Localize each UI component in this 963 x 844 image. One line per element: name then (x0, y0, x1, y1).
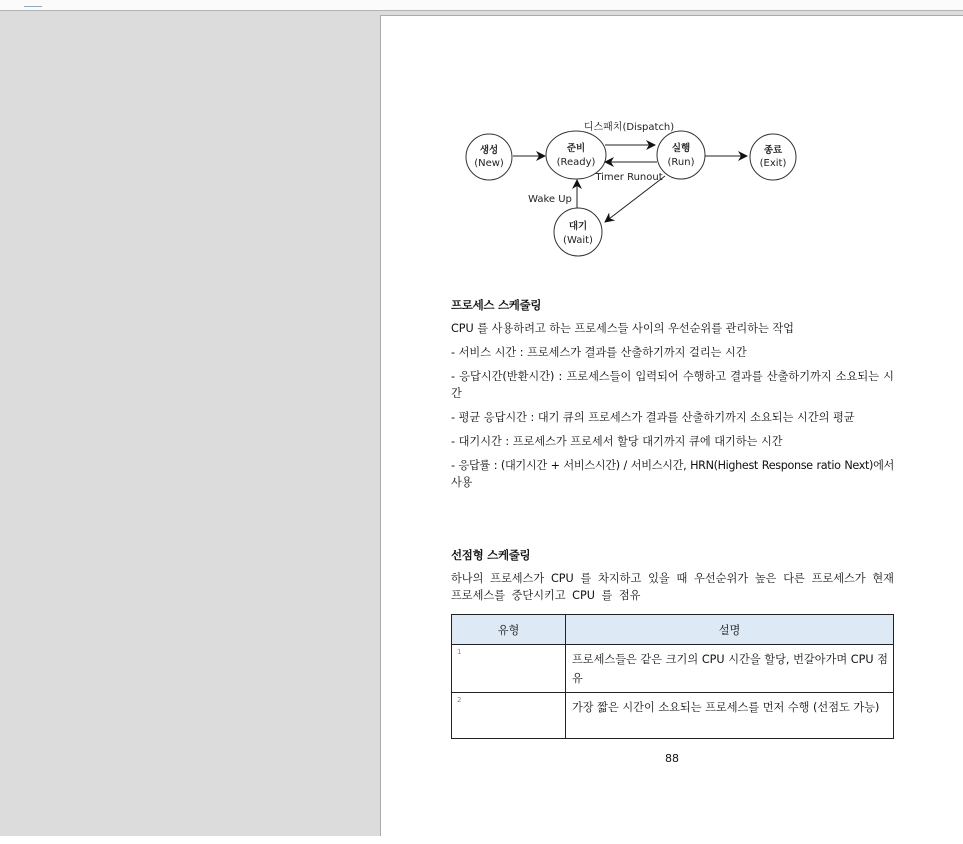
table-row (452, 693, 894, 739)
list-item: - 대기시간 : 프로세스가 프로세서 할당 대기까지 큐에 대기하는 시간 (451, 435, 783, 448)
scheduling-types-table (451, 614, 894, 739)
node-wait-en: (Wait) (563, 235, 593, 246)
label-dispatch: 디스패치(Dispatch) (583, 122, 675, 133)
node-exit (750, 134, 796, 180)
list-item: - 응답률 : (대기시간 + 서비스시간) / 서비스시간, HRN(Highest Response ratio Next)에서 사용 (451, 459, 894, 489)
section-title: 선점형 스케줄링 (451, 548, 531, 562)
table-header-row (452, 615, 894, 645)
section-intro: CPU 를 사용하려고 하는 프로세스들 사이의 우선순위를 관리하는 작업 (451, 322, 794, 335)
column-header-type: 유형 (452, 615, 566, 645)
node-wait (554, 208, 602, 256)
node-new-en: (New) (474, 158, 504, 169)
viewer-toolbar (0, 0, 963, 11)
node-run-ko: 실행 (671, 143, 691, 154)
column-header-description: 설명 (566, 615, 894, 645)
node-wait-ko: 대기 (568, 221, 588, 232)
label-wake-up: Wake Up (528, 194, 572, 205)
section-intro: 하나의 프로세스가 CPU 를 차지하고 있을 때 우선순위가 높은 다른 프로세스가 현재 프로세스를 중단시키고 CPU 를 점유 (451, 572, 894, 602)
bottom-strip (0, 836, 963, 844)
node-run-en: (Run) (667, 157, 695, 168)
page-number: 88 (665, 752, 679, 765)
label-timer-runout: Timer Runout (595, 172, 663, 183)
node-ready-ko: 준비 (566, 143, 586, 154)
cell-type: 2 (452, 693, 566, 739)
process-state-diagram (450, 112, 810, 272)
list-item: - 응답시간(반환시간) : 프로세스들이 입력되어 수행하고 결과를 산출하기까지 소요되는 시간 (451, 370, 894, 400)
node-new-ko: 생성 (479, 145, 499, 156)
list-item: - 서비스 시간 : 프로세스가 결과를 산출하기까지 걸리는 시간 (451, 346, 747, 359)
tab-indicator[interactable] (24, 6, 42, 7)
section-title: 프로세스 스케줄링 (451, 298, 542, 312)
table-row (452, 645, 894, 693)
node-new (466, 134, 512, 180)
cell-type: 1 (452, 645, 566, 693)
list-item: - 평균 응답시간 : 대기 큐의 프로세스가 결과를 산출하기까지 소요되는 시간의 평균 (451, 411, 855, 424)
section-process-scheduling (451, 297, 894, 491)
cell-description: 프로세스들은 같은 크기의 CPU 시간을 할당, 번갈아가며 CPU 점유 (566, 645, 894, 693)
node-ready-en: (Ready) (556, 157, 596, 168)
cell-description: 가장 짧은 시간이 소요되는 프로세스를 먼저 수행 (선점도 가능) (566, 693, 894, 739)
node-exit-ko: 종료 (763, 145, 783, 156)
section-preemptive-scheduling (451, 547, 894, 604)
node-exit-en: (Exit) (759, 158, 787, 169)
node-run (657, 131, 705, 179)
